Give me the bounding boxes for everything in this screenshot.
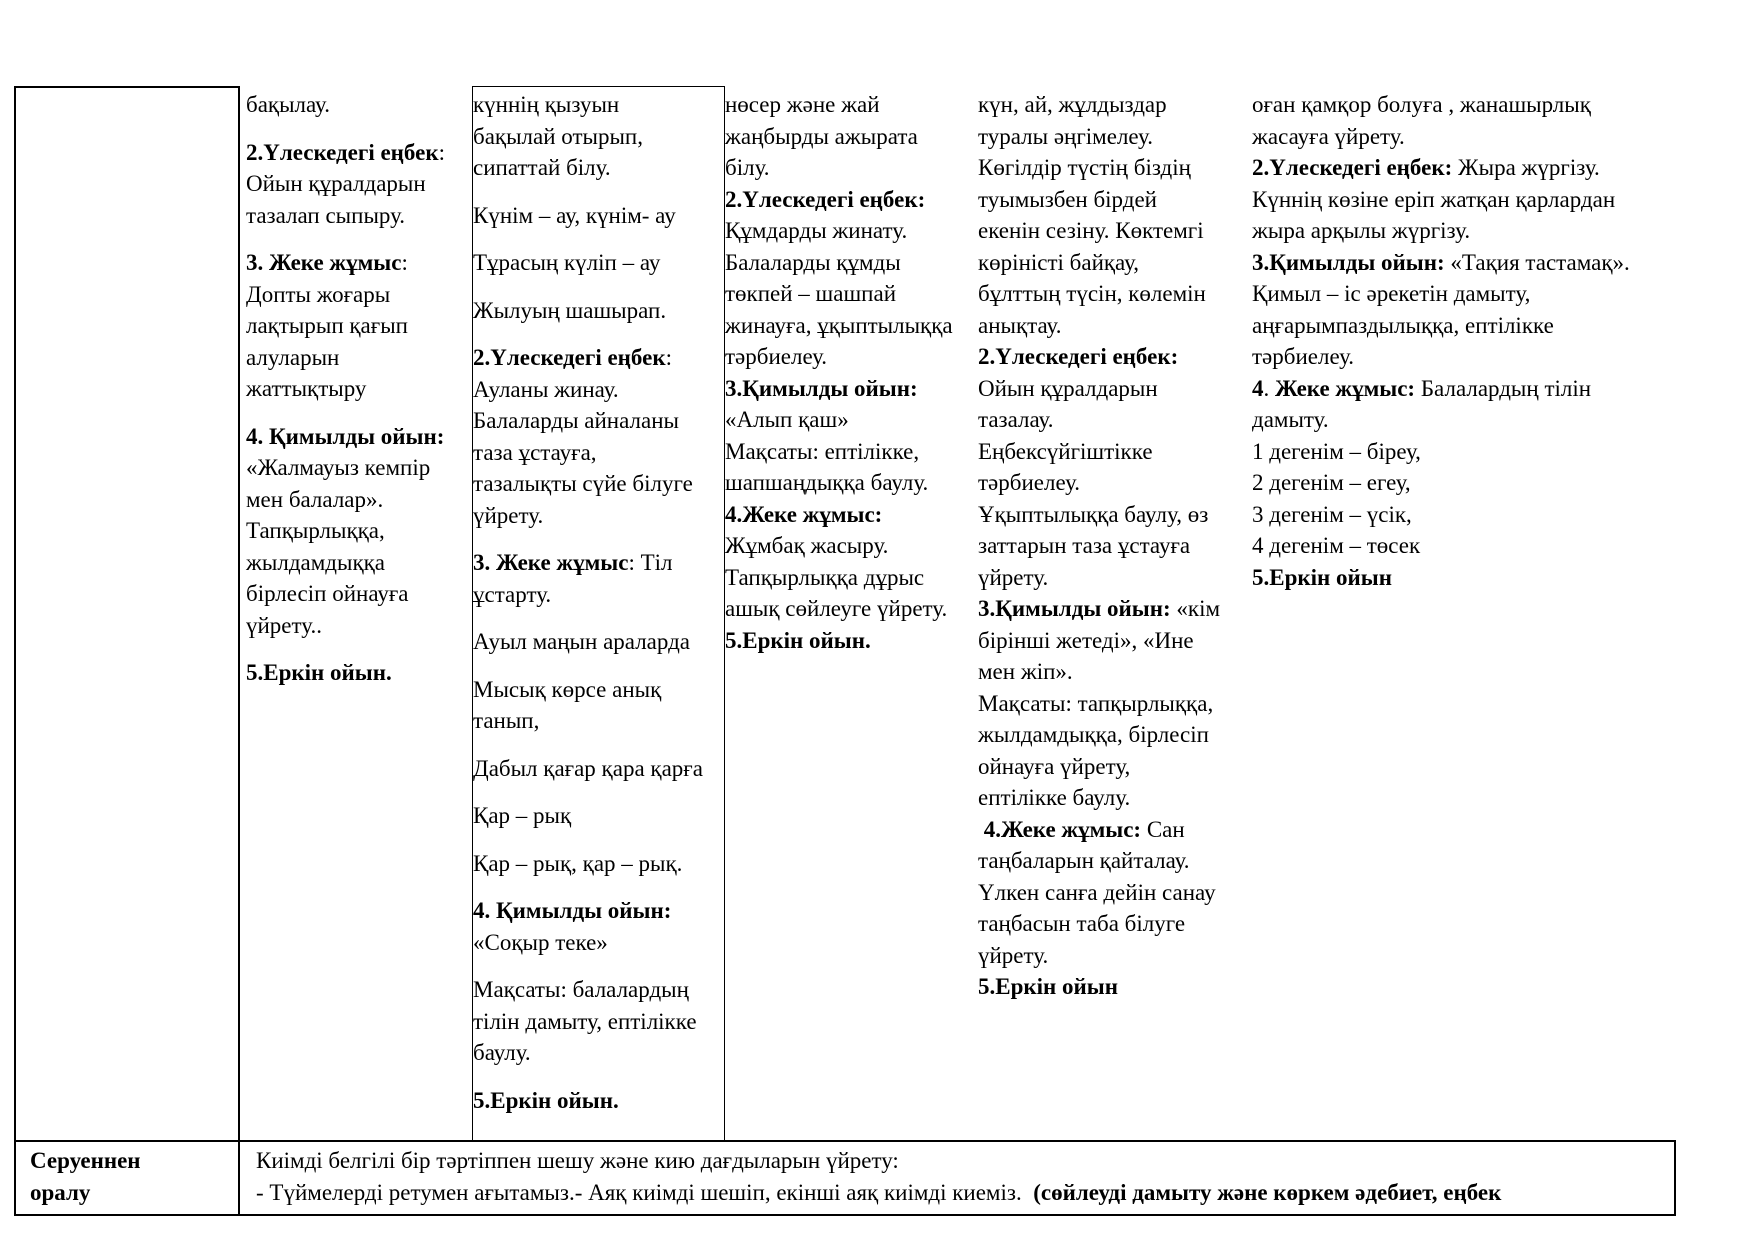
text-plain: Дабыл қағар қара қарға: [473, 755, 703, 781]
text-line: [978, 404, 1248, 436]
text-bold: 5.Еркін ойын.: [246, 660, 392, 685]
text-plain: көріністі байқау,: [978, 249, 1140, 275]
text-line: [978, 152, 1248, 184]
text-plain: дамыту.: [1252, 407, 1329, 432]
bottom-row-label: [30, 1145, 230, 1208]
text-plain: сипаттай білу.: [473, 155, 611, 180]
text-plain: тілін дамыту, ептілікке: [473, 1008, 697, 1034]
paragraph-spacer: [246, 231, 470, 247]
text-line: [978, 499, 1248, 531]
text-bold: 3.Қимылды ойын:: [1252, 249, 1445, 275]
row-divider: [14, 1140, 1676, 1142]
text-plain: екенін сезіну. Көктемгі: [978, 218, 1204, 243]
bottom-label-line2: оралу: [30, 1179, 91, 1205]
table-left-border: [14, 86, 16, 1216]
bottom-label-line1: Серуеннен: [30, 1148, 141, 1173]
text-line: [1252, 530, 1672, 562]
text-line: [473, 295, 724, 327]
text-line: [246, 310, 470, 342]
text-plain: «кім: [1170, 596, 1221, 621]
text-line: [473, 800, 724, 832]
text-line: [246, 89, 470, 121]
text-line: [1252, 278, 1672, 310]
text-line: [473, 405, 724, 437]
text-plain: Сан: [1141, 816, 1185, 842]
text-line: [725, 373, 975, 405]
text-line: [246, 547, 470, 579]
text-line: [978, 688, 1248, 720]
text-line: [473, 848, 724, 880]
text-plain: баулу.: [473, 1040, 531, 1065]
text-plain: «Алып қаш»: [725, 407, 849, 432]
text-line: [1252, 152, 1672, 184]
column-3-content: [725, 89, 975, 656]
text-plain: Жылуың шашырап.: [473, 297, 667, 323]
paragraph-spacer: [473, 658, 724, 674]
text-line: [978, 89, 1248, 121]
text-plain: туралы әңгімелеу.: [978, 123, 1154, 149]
text-line: [978, 341, 1248, 373]
text-line: [246, 137, 470, 169]
text-plain: таңбаларын қайталау.: [978, 848, 1190, 873]
text-plain: :: [438, 139, 445, 165]
text-line: [978, 751, 1248, 783]
text-plain: білу.: [725, 155, 770, 180]
text-line: [246, 657, 470, 689]
text-plain: жинауға, ұқыптылыққа: [725, 312, 953, 338]
text-plain: : Тіл: [628, 550, 673, 575]
text-line: [246, 373, 470, 405]
text-line: [978, 593, 1248, 625]
text-line: [978, 814, 1248, 846]
text-plain: 2 дегенім – егеу,: [1252, 470, 1411, 495]
text-plain: Тапқырлыққа дұрыс: [725, 564, 925, 590]
text-line: [978, 782, 1248, 814]
text-plain: үйрету.: [473, 502, 544, 528]
paragraph-spacer: [473, 832, 724, 848]
paragraph-spacer: [473, 326, 724, 342]
text-line: [246, 484, 470, 516]
text-plain: Жыра жүргізу.: [1452, 155, 1600, 180]
text-plain: Тұрасың күліп – ау: [473, 250, 661, 275]
text-plain: мен жіп».: [978, 659, 1073, 684]
text-bold: 4. Қимылды ойын:: [473, 898, 672, 923]
text-plain: тәрбиелеу.: [978, 470, 1081, 495]
text-line: [246, 342, 470, 374]
text-line: [725, 184, 975, 216]
text-plain: жасауға үйрету.: [1252, 123, 1405, 149]
text-line: [978, 940, 1248, 972]
text-bold: 2.Үлескедегі еңбек: [246, 139, 439, 165]
text-line: [1252, 341, 1672, 373]
bottom-text-line1: Киімді белгілі бір тәртіппен шешу және кию дағдыларын үйрету:: [256, 1148, 899, 1173]
text-line: [1252, 215, 1672, 247]
text-line: [978, 278, 1248, 310]
text-plain: Қар – рық, қар – рық.: [473, 850, 683, 876]
text-plain: Мақсаты: тапқырлыққа,: [978, 690, 1214, 716]
text-line: [978, 562, 1248, 594]
text-bold-number: 4: [1252, 375, 1264, 401]
text-plain: Үлкен санға дейін санау: [978, 879, 1216, 905]
text-line: [473, 437, 724, 469]
text-plain: тазалау.: [978, 407, 1054, 432]
text-line: [978, 719, 1248, 751]
text-line: [978, 121, 1248, 153]
text-plain: тәрбиелеу.: [1252, 344, 1355, 369]
text-line: [978, 184, 1248, 216]
text-bold: 4.Жеке жұмыс:: [978, 816, 1142, 842]
text-line: [725, 215, 975, 247]
text-plain: заттарын таза ұстауға: [978, 533, 1191, 558]
text-plain: Балаларды айналаны: [473, 408, 679, 433]
text-plain: Мақсаты: ептілікке,: [725, 438, 920, 464]
text-plain: алуларын: [246, 344, 340, 370]
text-bold: 5.Еркін ойын.: [725, 627, 871, 653]
text-plain: тәрбиелеу.: [725, 344, 828, 369]
text-plain: туымызбен бірдей: [978, 186, 1157, 212]
text-line: [725, 341, 975, 373]
text-line: [725, 530, 975, 562]
text-line: [473, 626, 724, 658]
text-line: [246, 247, 470, 279]
text-line: [246, 279, 470, 311]
text-line: [473, 374, 724, 406]
text-line: [246, 421, 470, 453]
text-line: [978, 877, 1248, 909]
text-line: [1252, 499, 1672, 531]
text-line: [1252, 562, 1672, 594]
text-line: [725, 247, 975, 279]
text-plain: үйрету.: [978, 564, 1049, 590]
text-line: [473, 342, 724, 374]
text-plain: лақтырып қағып: [246, 313, 408, 338]
text-plain: таза ұстауға,: [473, 439, 597, 465]
text-plain: Көгілдір түстің біздің: [978, 155, 1191, 180]
text-plain: жыра арқылы жүргізу.: [1252, 218, 1471, 243]
paragraph-spacer: [473, 531, 724, 547]
text-line: [1252, 89, 1672, 121]
text-line: [978, 656, 1248, 688]
text-line: [473, 547, 724, 579]
text-line: [978, 310, 1248, 342]
text-bold: 4. Қимылды ойын:: [246, 423, 445, 449]
bottom-text-line2: - Түймелерді ретумен ағытамыз.- Аяқ киімді шешіп, екінші аяқ киімді киеміз.: [256, 1179, 1022, 1205]
text-line: [473, 705, 724, 737]
text-line: [246, 610, 470, 642]
text-line: [725, 562, 975, 594]
text-plain: жылдамдыққа: [246, 549, 385, 575]
paragraph-spacer: [473, 610, 724, 626]
text-line: [978, 845, 1248, 877]
text-line: [1252, 247, 1672, 279]
paragraph-spacer: [473, 958, 724, 974]
text-bold: 5.Еркін ойын: [978, 974, 1118, 999]
text-plain: Ойын құралдарын: [978, 375, 1158, 401]
text-line: [725, 625, 975, 657]
text-line: [1252, 121, 1672, 153]
column-4-content: [978, 89, 1248, 1003]
text-line: [473, 468, 724, 500]
text-line: [473, 1037, 724, 1069]
text-plain: төкпей – шашпай: [725, 281, 897, 306]
text-line: [978, 908, 1248, 940]
paragraph-spacer: [473, 737, 724, 753]
text-plain: Қимыл – іс әрекетін дамыту,: [1252, 281, 1531, 306]
text-line: [473, 500, 724, 532]
text-plain: Ойын құралдарын: [246, 171, 426, 196]
text-plain: күн, ай, жұлдыздар: [978, 92, 1167, 117]
text-plain: Күнім – ау, күнім- ау: [473, 202, 676, 228]
text-line: [978, 215, 1248, 247]
text-bold: 5.Еркін ойын.: [473, 1087, 619, 1113]
text-bold: Жеке жұмыс:: [1275, 375, 1416, 401]
text-bold: 2.Үлескедегі еңбек: [473, 345, 666, 370]
text-line: [473, 895, 724, 927]
paragraph-spacer: [246, 641, 470, 657]
text-line: [473, 753, 724, 785]
text-line: [1252, 436, 1672, 468]
text-plain: шапшаңдыққа баулу.: [725, 470, 929, 495]
text-plain: Жұмбақ жасыру.: [725, 533, 889, 558]
bottom-row-text: [256, 1145, 1666, 1208]
column-1-content: [246, 89, 470, 689]
paragraph-spacer: [473, 279, 724, 295]
text-plain: «Тақия тастамақ».: [1444, 249, 1630, 275]
text-plain: бірлесіп ойнауға: [246, 581, 409, 606]
text-line: [978, 467, 1248, 499]
text-line: [473, 1085, 724, 1117]
text-line: [725, 89, 975, 121]
text-plain: Ұқыптылыққа баулу, өз: [978, 501, 1209, 527]
text-line: [978, 373, 1248, 405]
text-plain: мен балалар».: [246, 486, 384, 512]
text-plain: Тапқырлыққа,: [246, 518, 385, 543]
text-bold: 4.Жеке жұмыс:: [725, 501, 883, 527]
text-plain: 4 дегенім – төсек: [1252, 533, 1421, 558]
text-line: [473, 152, 724, 184]
text-plain: тазалықты сүйе білуге: [473, 471, 693, 496]
column-5-content: [1252, 89, 1672, 593]
paragraph-spacer: [473, 184, 724, 200]
text-bold: 2.Үлескедегі еңбек:: [1252, 155, 1453, 180]
text-bold: 2.Үлескедегі еңбек:: [725, 186, 926, 212]
text-line: [246, 200, 470, 232]
text-bold: 3.Қимылды ойын:: [978, 596, 1171, 621]
text-plain: .: [1263, 375, 1275, 401]
text-line: [978, 436, 1248, 468]
text-line: [725, 467, 975, 499]
text-line: [978, 971, 1248, 1003]
text-line: [725, 278, 975, 310]
text-plain: Еңбексүйгіштікке: [978, 438, 1153, 464]
paragraph-spacer: [473, 1069, 724, 1085]
text-line: [473, 674, 724, 706]
text-plain: бақылау.: [246, 92, 331, 117]
text-plain: Мақсаты: балалардың: [473, 977, 689, 1002]
text-line: [725, 404, 975, 436]
text-line: [473, 89, 724, 121]
text-line: [725, 593, 975, 625]
paragraph-spacer: [473, 231, 724, 247]
text-plain: жылдамдыққа, бірлесіп: [978, 722, 1209, 747]
text-plain: Допты жоғары: [246, 281, 391, 307]
text-line: [725, 499, 975, 531]
text-line: [725, 436, 975, 468]
text-line: [978, 247, 1248, 279]
text-plain: 3 дегенім – үсік,: [1252, 501, 1412, 527]
text-plain: бақылай отырып,: [473, 123, 643, 149]
bottom-text-line2-bold: (сөйлеуді дамыту және көркем әдебиет, еңбек: [1033, 1179, 1502, 1205]
text-line: [978, 530, 1248, 562]
text-plain: Ауыл маңын араларда: [473, 629, 690, 654]
text-line: [1252, 184, 1672, 216]
text-line: [725, 121, 975, 153]
text-line: [246, 452, 470, 484]
text-line: [473, 974, 724, 1006]
text-bold: 5.Еркін ойын: [1252, 564, 1392, 590]
text-plain: тазалап сыпыру.: [246, 202, 406, 228]
text-line: [1252, 404, 1672, 436]
text-plain: анықтау.: [978, 312, 1062, 338]
text-line: [473, 927, 724, 959]
text-line: [1252, 310, 1672, 342]
text-line: [473, 579, 724, 611]
text-line: [1252, 373, 1672, 405]
text-plain: Қар – рық: [473, 803, 572, 828]
text-plain: аңғарымпаздылыққа, ептілікке: [1252, 312, 1554, 338]
table-top-border-left: [14, 86, 240, 88]
column-divider-1: [238, 86, 240, 1216]
text-line: [978, 625, 1248, 657]
text-plain: ойнауға үйрету,: [978, 753, 1131, 779]
text-plain: «Жалмауыз кемпір: [246, 455, 431, 480]
text-line: [473, 121, 724, 153]
text-bold: 3. Жеке жұмыс: [473, 550, 629, 575]
text-plain: бұлттың түсін, көлемін: [978, 281, 1206, 306]
text-plain: ашық сөйлеуге үйрету.: [725, 596, 948, 621]
text-plain: жаттықтыру: [246, 376, 367, 401]
text-line: [725, 152, 975, 184]
text-plain: бірінші жетеді», «Ине: [978, 627, 1194, 653]
text-line: [473, 200, 724, 232]
text-line: [246, 515, 470, 547]
text-plain: ептілікке баулу.: [978, 785, 1131, 810]
text-plain: «Соқыр теке»: [473, 929, 608, 955]
text-bold: 2.Үлескедегі еңбек:: [978, 344, 1179, 369]
paragraph-spacer: [473, 879, 724, 895]
text-plain: күннің қызуын: [473, 92, 620, 117]
column-2-content: [473, 89, 724, 1116]
paragraph-spacer: [246, 405, 470, 421]
text-plain: таңбасын таба білуге: [978, 911, 1186, 936]
text-plain: :: [401, 250, 408, 275]
text-plain: 1 дегенім – біреу,: [1252, 438, 1421, 464]
text-plain: Құмдарды жинату.: [725, 218, 908, 243]
table-bottom-border: [14, 1214, 1676, 1216]
text-line: [1252, 467, 1672, 499]
text-plain: Ауланы жинау.: [473, 376, 619, 402]
table-right-border-bottom-row: [1674, 1140, 1676, 1216]
text-plain: Балаларды құмды: [725, 249, 901, 275]
text-line: [246, 578, 470, 610]
text-plain: Мысық көрсе анық: [473, 676, 662, 702]
text-bold: 3. Жеке жұмыс: [246, 250, 402, 275]
text-line: [473, 247, 724, 279]
text-plain: ұстарту.: [473, 581, 552, 607]
text-plain: Күннің көзіне еріп жатқан қарлардан: [1252, 186, 1616, 212]
text-line: [473, 1006, 724, 1038]
text-plain: жаңбырды ажырата: [725, 123, 918, 149]
text-plain: нөсер және жай: [725, 92, 880, 117]
text-plain: оған қамқор болуға , жанашырлық: [1252, 92, 1591, 117]
text-plain: Балалардың тілін: [1415, 375, 1592, 401]
text-line: [246, 168, 470, 200]
text-line: [725, 310, 975, 342]
text-bold: 3.Қимылды ойын:: [725, 375, 918, 401]
paragraph-spacer: [246, 121, 470, 137]
table-top-border-col2: [472, 86, 725, 87]
text-plain: :: [665, 345, 672, 370]
text-plain: танып,: [473, 708, 540, 733]
paragraph-spacer: [473, 784, 724, 800]
text-plain: үйрету.: [978, 942, 1049, 968]
text-plain: үйрету..: [246, 612, 322, 638]
